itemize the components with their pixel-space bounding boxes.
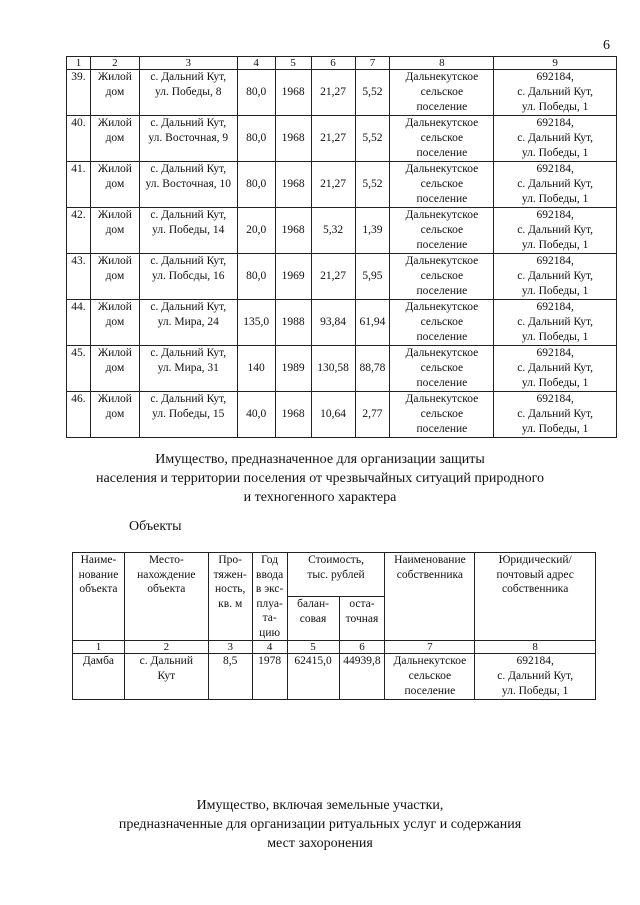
column-number: 7 — [355, 57, 390, 70]
cell-residual-cost: 61,94 — [355, 300, 390, 346]
cell-length: 8,5 — [208, 654, 252, 700]
cell-residual-cost: 44939,8 — [339, 654, 385, 700]
cell-type: Жилой дом — [90, 162, 139, 208]
cell-type: Жилой дом — [90, 208, 139, 254]
cell-balance-cost: 130,58 — [311, 346, 355, 392]
cell-number: 42. — [67, 208, 91, 254]
cell-type: Жилой дом — [90, 116, 139, 162]
cell-address: с. Дальний Кут, ул. Восточная, 10 — [139, 162, 237, 208]
cell-balance-cost: 21,27 — [311, 162, 355, 208]
table-row — [73, 654, 596, 700]
cell-owner-address: 692184, с. Дальний Кут, ул. Победы, 1 — [494, 392, 617, 438]
cell-year: 1968 — [275, 116, 311, 162]
column-number: 8 — [390, 57, 494, 70]
cell-year: 1969 — [275, 254, 311, 300]
table-row — [67, 162, 617, 208]
cell-owner-address: 692184, с. Дальний Кут, ул. Победы, 1 — [494, 346, 617, 392]
cell-owner: Дальнекутское сельское поселение — [390, 70, 494, 116]
table-row — [67, 254, 617, 300]
cell-balance-cost: 5,32 — [311, 208, 355, 254]
cell-type: Жилой дом — [90, 70, 139, 116]
cell-number: 43. — [67, 254, 91, 300]
page-number: 6 — [603, 38, 610, 53]
header-object-name: Наиме- нование объекта — [73, 553, 125, 641]
table-row — [67, 300, 617, 346]
header-balance-cost: балан- совая — [287, 597, 339, 641]
column-number: 3 — [139, 57, 237, 70]
cell-owner: Дальнекутское сельское поселение — [390, 254, 494, 300]
cell-number: 45. — [67, 346, 91, 392]
section-heading-emergency-protection: Имущество, предназначенное для организации защиты населения и территории поселения от чрезвычайных ситуаций природного и техногенного характера — [95, 452, 544, 505]
cell-owner-address: 692184, с. Дальний Кут, ул. Победы, 1 — [494, 116, 617, 162]
cell-year: 1968 — [275, 70, 311, 116]
table-row — [67, 392, 617, 438]
cell-number: 46. — [67, 392, 91, 438]
cell-area: 80,0 — [237, 116, 275, 162]
cell-type: Жилой дом — [90, 300, 139, 346]
table-row — [67, 208, 617, 254]
objects-label: Объекты — [129, 519, 182, 534]
cell-area: 80,0 — [237, 162, 275, 208]
cell-name: Дамба — [73, 654, 125, 700]
cell-residual-cost: 2,77 — [355, 392, 390, 438]
cell-year: 1978 — [252, 654, 287, 700]
cell-owner: Дальнекутское сельское поселение — [390, 346, 494, 392]
column-number: 4 — [237, 57, 275, 70]
header-length: Про- тяжен- ность, кв. м — [208, 553, 252, 641]
cell-year: 1988 — [275, 300, 311, 346]
cell-balance-cost: 10,64 — [311, 392, 355, 438]
cell-type: Жилой дом — [90, 392, 139, 438]
column-number: 1 — [67, 57, 91, 70]
cell-residual-cost: 5,52 — [355, 116, 390, 162]
cell-balance-cost: 21,27 — [311, 116, 355, 162]
header-commission-year: Год ввода в экс- плуа- та- цию — [252, 553, 287, 641]
cell-owner: Дальнекутское сельское поселение — [390, 392, 494, 438]
cell-area: 80,0 — [237, 254, 275, 300]
cell-area: 20,0 — [237, 208, 275, 254]
column-number: 9 — [494, 57, 617, 70]
cell-number: 41. — [67, 162, 91, 208]
cell-owner-address: 692184, с. Дальний Кут, ул. Победы, 1 — [475, 654, 596, 700]
cell-year: 1968 — [275, 208, 311, 254]
cell-owner: Дальнекутское сельское поселение — [385, 654, 475, 700]
header-owner-address: Юридический/ почтовый адрес собственника — [475, 553, 596, 641]
cell-residual-cost: 5,52 — [355, 70, 390, 116]
header-owner-name: Наименование собственника — [385, 553, 475, 641]
cell-residual-cost: 5,95 — [355, 254, 390, 300]
column-number: 2 — [90, 57, 139, 70]
cell-owner-address: 692184, с. Дальний Кут, ул. Победы, 1 — [494, 208, 617, 254]
column-number: 5 — [275, 57, 311, 70]
cell-balance-cost: 21,27 — [311, 70, 355, 116]
cell-residual-cost: 1,39 — [355, 208, 390, 254]
cell-address: с. Дальний Кут, ул. Восточная, 9 — [139, 116, 237, 162]
cell-year: 1989 — [275, 346, 311, 392]
cell-area: 40,0 — [237, 392, 275, 438]
cell-balance-cost: 21,27 — [311, 254, 355, 300]
table-row — [67, 116, 617, 162]
table-row — [67, 70, 617, 116]
section-heading-ritual-services: Имущество, включая земельные участки, предназначенные для организации ритуальных услуг и содержания мест захоронения — [118, 798, 522, 851]
column-number-row — [67, 57, 617, 70]
cell-balance-cost: 62415,0 — [287, 654, 339, 700]
cell-owner-address: 692184, с. Дальний Кут, ул. Победы, 1 — [494, 162, 617, 208]
cell-area: 140 — [237, 346, 275, 392]
cell-area: 80,0 — [237, 70, 275, 116]
header-cost: Стоимость, тыс. рублей — [287, 553, 385, 597]
cell-year: 1968 — [275, 392, 311, 438]
column-number: 6 — [311, 57, 355, 70]
cell-address: с. Дальний Кут, ул. Победы, 14 — [139, 208, 237, 254]
cell-area: 135,0 — [237, 300, 275, 346]
cell-type: Жилой дом — [90, 346, 139, 392]
cell-address: с. Дальний Кут, ул. Побсды, 16 — [139, 254, 237, 300]
cell-location: с. Дальний Кут — [124, 654, 208, 700]
cell-number: 39. — [67, 70, 91, 116]
cell-owner-address: 692184, с. Дальний Кут, ул. Победы, 1 — [494, 70, 617, 116]
cell-owner-address: 692184, с. Дальний Кут, ул. Победы, 1 — [494, 300, 617, 346]
cell-address: с. Дальний Кут, ул. Мира, 31 — [139, 346, 237, 392]
cell-balance-cost: 93,84 — [311, 300, 355, 346]
cell-residual-cost: 88,78 — [355, 346, 390, 392]
cell-address: с. Дальний Кут, ул. Победы, 15 — [139, 392, 237, 438]
cell-type: Жилой дом — [90, 254, 139, 300]
property-table-houses — [66, 56, 617, 438]
property-table-objects — [72, 552, 596, 700]
cell-number: 40. — [67, 116, 91, 162]
header-residual-cost: оста- точная — [339, 597, 385, 641]
cell-year: 1968 — [275, 162, 311, 208]
column-number-row: 1 2 3 4 5 6 7 8 — [73, 641, 596, 654]
cell-owner: Дальнекутское сельское поселение — [390, 116, 494, 162]
cell-number: 44. — [67, 300, 91, 346]
cell-residual-cost: 5,52 — [355, 162, 390, 208]
table-row — [67, 346, 617, 392]
header-location: Место- нахождение объекта — [124, 553, 208, 641]
cell-address: с. Дальний Кут, ул. Мира, 24 — [139, 300, 237, 346]
cell-owner: Дальнекутское сельское поселение — [390, 300, 494, 346]
cell-owner-address: 692184, с. Дальний Кут, ул. Победы, 1 — [494, 254, 617, 300]
cell-address: с. Дальний Кут, ул. Победы, 8 — [139, 70, 237, 116]
cell-owner: Дальнекутское сельское поселение — [390, 208, 494, 254]
cell-owner: Дальнекутское сельское поселение — [390, 162, 494, 208]
